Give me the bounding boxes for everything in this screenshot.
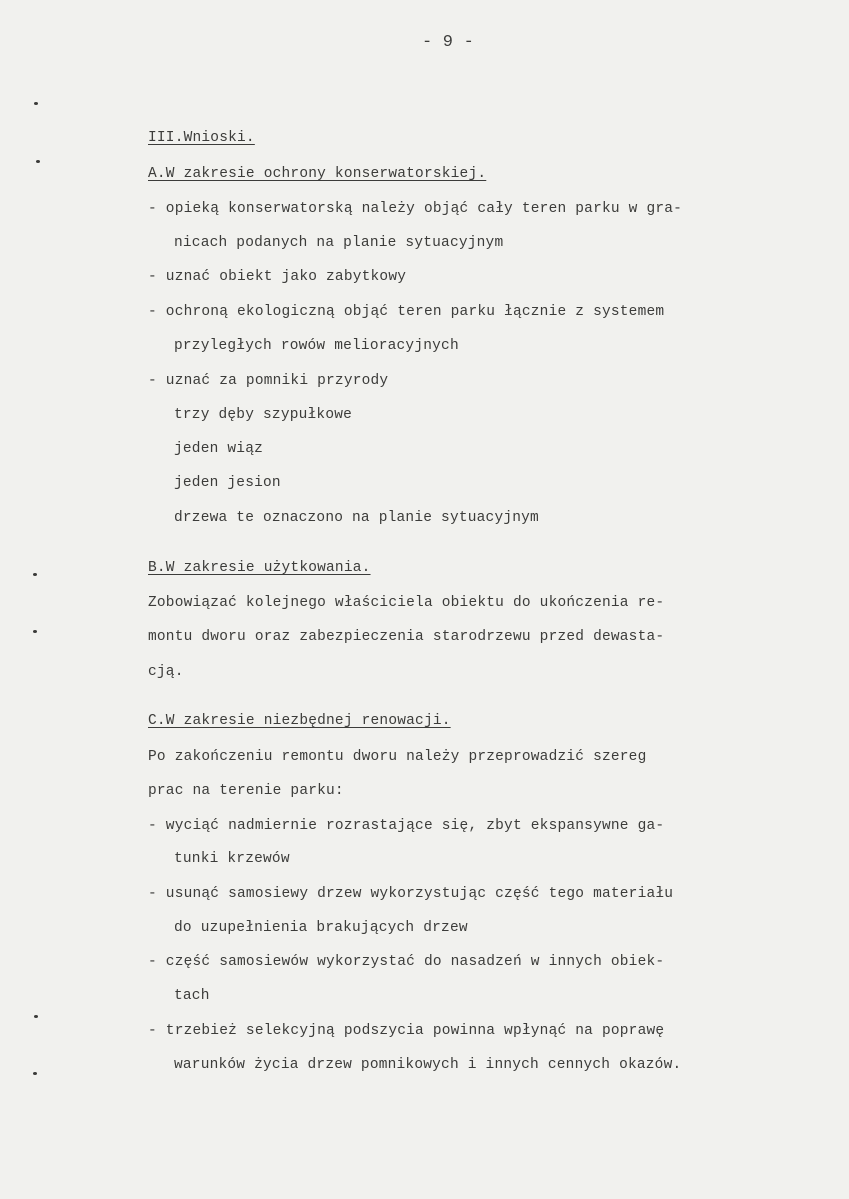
text-line: - trzebież selekcyjną podszycia powinna wpłynąć na poprawę bbox=[148, 1023, 665, 1039]
text-line: warunków życia drzew pomnikowych i innych cennych okazów. bbox=[174, 1057, 682, 1073]
text-line: - usunąć samosiewy drzew wykorzystując część tego materiału bbox=[148, 886, 674, 902]
section-title: III.Wnioski. bbox=[148, 130, 255, 146]
text-line: tach bbox=[174, 988, 210, 1004]
text-line: do uzupełnienia brakujących drzew bbox=[174, 920, 468, 936]
subsection-heading-c: C.W zakresie niezbędnej renowacji. bbox=[148, 713, 451, 729]
text-line: nicach podanych na planie sytuacyjnym bbox=[174, 235, 504, 251]
subsection-heading-a: A.W zakresie ochrony konserwatorskiej. bbox=[148, 166, 487, 182]
scan-speck bbox=[33, 573, 37, 576]
text-line: jeden jesion bbox=[174, 475, 281, 491]
text-line: - ochroną ekologiczną objąć teren parku łącznie z systemem bbox=[148, 304, 665, 320]
text-line: - uznać za pomniki przyrody bbox=[148, 373, 389, 389]
text-line: Zobowiązać kolejnego właściciela obiektu do ukończenia re- bbox=[148, 595, 665, 611]
scan-speck bbox=[36, 160, 40, 163]
text-line: drzewa te oznaczono na planie sytuacyjnym bbox=[174, 510, 539, 526]
text-line: - część samosiewów wykorzystać do nasadzeń w innych obiek- bbox=[148, 954, 665, 970]
subsection-heading-b: B.W zakresie użytkowania. bbox=[148, 560, 371, 576]
scan-speck bbox=[34, 102, 38, 105]
text-line: cją. bbox=[148, 664, 184, 680]
text-line: przyległych rowów melioracyjnych bbox=[174, 338, 459, 354]
scan-speck bbox=[34, 1015, 38, 1018]
scan-speck bbox=[33, 1072, 37, 1075]
text-line: - wyciąć nadmiernie rozrastające się, zbyt ekspansywne ga- bbox=[148, 818, 665, 834]
text-line: prac na terenie parku: bbox=[148, 783, 344, 799]
text-line: jeden wiąz bbox=[174, 441, 264, 457]
text-line: trzy dęby szypułkowe bbox=[174, 407, 353, 423]
text-line: - uznać obiekt jako zabytkowy bbox=[148, 269, 407, 285]
page-number: - 9 - bbox=[422, 33, 475, 52]
text-line: tunki krzewów bbox=[174, 851, 290, 867]
text-line: montu dworu oraz zabezpieczenia starodrzewu przed dewasta- bbox=[148, 629, 665, 645]
text-line: Po zakończeniu remontu dworu należy przeprowadzić szereg bbox=[148, 749, 647, 765]
scan-speck bbox=[33, 630, 37, 633]
text-line: - opieką konserwatorską należy objąć cały teren parku w gra- bbox=[148, 201, 683, 217]
